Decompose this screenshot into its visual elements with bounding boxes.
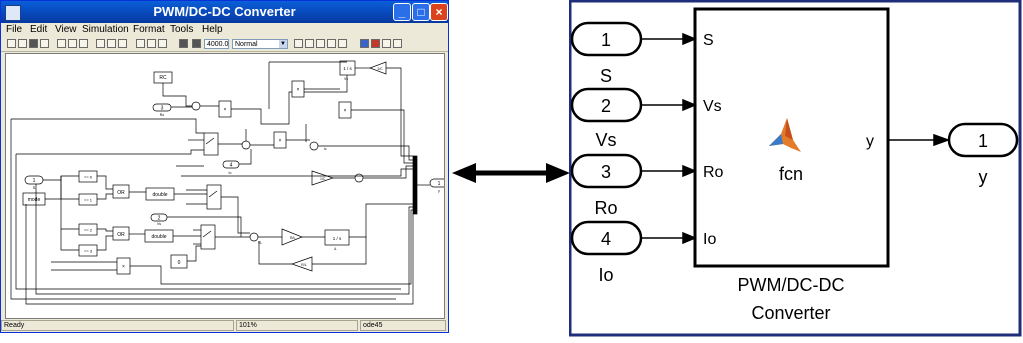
integrator-il[interactable] bbox=[325, 230, 349, 251]
svg-text:2: 2 bbox=[600, 96, 612, 116]
explore-icon[interactable] bbox=[382, 39, 391, 48]
svg-text:double: double bbox=[152, 192, 168, 198]
sum-top[interactable] bbox=[192, 102, 200, 110]
inport-4[interactable] bbox=[572, 222, 641, 285]
or-1[interactable] bbox=[113, 185, 129, 198]
cmp-2[interactable] bbox=[79, 224, 97, 235]
product-mid[interactable] bbox=[274, 132, 286, 148]
svg-text:VL: VL bbox=[258, 241, 263, 245]
svg-text:Io: Io bbox=[228, 171, 232, 175]
cmp-0[interactable] bbox=[79, 171, 97, 182]
mode-block[interactable] bbox=[23, 193, 45, 205]
outport-y[interactable] bbox=[430, 179, 444, 193]
profile-icon[interactable] bbox=[338, 39, 347, 48]
menu-format[interactable]: Format bbox=[133, 24, 165, 35]
play-icon[interactable] bbox=[179, 39, 188, 48]
inport-3-label: Ro bbox=[594, 198, 618, 218]
svg-text:== 1: == 1 bbox=[83, 197, 93, 203]
sum-mid[interactable] bbox=[242, 141, 250, 149]
svg-text:R/L: R/L bbox=[301, 263, 307, 267]
outport-1[interactable] bbox=[949, 124, 1017, 187]
debug-icon[interactable] bbox=[327, 39, 336, 48]
output-wire bbox=[888, 135, 948, 145]
input-wires bbox=[641, 34, 695, 243]
svg-text:1: 1 bbox=[437, 181, 441, 187]
svg-text:×: × bbox=[223, 107, 227, 113]
svg-text:ic: ic bbox=[324, 147, 327, 151]
svg-text:iL: iL bbox=[334, 247, 337, 251]
save-icon[interactable] bbox=[29, 39, 38, 48]
svg-text:1 / s: 1 / s bbox=[332, 236, 342, 241]
gain-rl-bottom[interactable] bbox=[292, 257, 312, 271]
port-label-s: S bbox=[703, 32, 714, 49]
switch-2[interactable] bbox=[207, 185, 221, 209]
zoom-icon[interactable] bbox=[393, 39, 402, 48]
svg-text:== 0: == 0 bbox=[83, 174, 93, 180]
solver-name: ode45 bbox=[360, 320, 446, 331]
build-icon[interactable] bbox=[294, 39, 303, 48]
table-icon[interactable] bbox=[305, 39, 314, 48]
port-label-y: y bbox=[866, 133, 874, 150]
outport-1-label: y bbox=[978, 167, 988, 187]
subsystem-panel bbox=[569, 0, 1023, 338]
svg-text:1: 1 bbox=[600, 30, 612, 50]
svg-text:×: × bbox=[343, 108, 347, 114]
paste-icon[interactable] bbox=[79, 39, 88, 48]
cut-icon[interactable] bbox=[57, 39, 66, 48]
product-bottom[interactable] bbox=[117, 258, 130, 274]
inport-3[interactable] bbox=[572, 155, 641, 218]
svg-text:×: × bbox=[122, 264, 125, 270]
port-label-io: Io bbox=[703, 231, 717, 248]
svg-text:S: S bbox=[32, 185, 36, 190]
svg-text:1/C: 1/C bbox=[377, 67, 383, 71]
undo-icon[interactable] bbox=[96, 39, 105, 48]
svg-text:y: y bbox=[438, 189, 440, 193]
menu-view[interactable]: View bbox=[55, 24, 77, 35]
toggle-icon[interactable] bbox=[158, 39, 167, 48]
up-icon[interactable] bbox=[118, 39, 127, 48]
inport-io[interactable] bbox=[223, 161, 239, 175]
status-bar bbox=[1, 320, 448, 332]
svg-text:== 2: == 2 bbox=[83, 227, 93, 233]
menu-bar bbox=[1, 23, 448, 37]
print-icon[interactable] bbox=[40, 39, 49, 48]
stop-icon[interactable] bbox=[192, 39, 201, 48]
simulation-mode-value: Normal bbox=[235, 41, 258, 48]
svg-text:1: 1 bbox=[32, 178, 36, 184]
copy-icon[interactable] bbox=[68, 39, 77, 48]
svg-text:mode: mode bbox=[27, 197, 41, 203]
svg-text:R/L: R/L bbox=[290, 236, 296, 240]
svg-text:×: × bbox=[278, 138, 282, 144]
zoom-level: 101% bbox=[236, 320, 358, 331]
inport-4-label: Io bbox=[598, 265, 614, 285]
wires bbox=[11, 62, 430, 304]
svg-text:double: double bbox=[151, 234, 167, 240]
mux-bar[interactable] bbox=[413, 156, 417, 214]
maximize-button[interactable]: □ bbox=[412, 3, 430, 21]
double-1[interactable] bbox=[146, 188, 174, 200]
subsystem-caption-line2: Converter bbox=[751, 303, 831, 323]
window-title: PWM/DC-DC Converter bbox=[153, 4, 296, 19]
cmp-1[interactable] bbox=[79, 194, 97, 205]
menu-file[interactable]: File bbox=[6, 24, 23, 35]
svg-text:OR: OR bbox=[117, 232, 125, 238]
sum-vl[interactable] bbox=[250, 233, 262, 245]
svg-text:3: 3 bbox=[600, 162, 612, 182]
svg-text:2: 2 bbox=[157, 215, 161, 222]
sum-vc[interactable] bbox=[355, 174, 363, 182]
browser-icon[interactable] bbox=[360, 39, 369, 48]
svg-text:1 / s: 1 / s bbox=[343, 66, 352, 71]
gain-1c-top[interactable] bbox=[370, 62, 386, 74]
product-mid-right[interactable] bbox=[339, 102, 351, 118]
port-label-ro: Ro bbox=[703, 164, 724, 181]
svg-text:OR: OR bbox=[117, 190, 125, 196]
new-icon[interactable] bbox=[7, 39, 16, 48]
switch-1[interactable] bbox=[204, 133, 218, 155]
close-button[interactable]: × bbox=[430, 3, 448, 21]
double-2[interactable] bbox=[145, 230, 173, 242]
sum-ic[interactable] bbox=[310, 142, 327, 151]
debugger-icon[interactable] bbox=[371, 39, 380, 48]
svg-text:Ro: Ro bbox=[159, 113, 165, 117]
integrator-vc[interactable] bbox=[340, 61, 355, 81]
simulation-mode-select[interactable] bbox=[232, 39, 288, 49]
open-icon[interactable] bbox=[18, 39, 27, 48]
port-label-vs: Vs bbox=[703, 98, 722, 115]
rc-block[interactable] bbox=[154, 72, 172, 83]
inport-1[interactable] bbox=[572, 23, 641, 86]
svg-text:== 3: == 3 bbox=[83, 248, 93, 254]
inport-ro[interactable] bbox=[153, 104, 171, 117]
bidirectional-arrow bbox=[450, 160, 572, 188]
product-top-right[interactable] bbox=[292, 81, 304, 97]
menu-edit[interactable]: Edit bbox=[30, 24, 48, 35]
svg-text:×: × bbox=[296, 87, 300, 93]
chevron-down-icon[interactable]: ▼ bbox=[280, 41, 286, 47]
gain-1c-mid[interactable] bbox=[312, 171, 333, 185]
svg-text:RC: RC bbox=[159, 75, 167, 81]
gain-rl[interactable] bbox=[282, 229, 302, 245]
library-icon[interactable] bbox=[136, 39, 145, 48]
svg-text:3: 3 bbox=[160, 105, 164, 112]
explorer-icon[interactable] bbox=[147, 39, 156, 48]
menu-tools[interactable]: Tools bbox=[170, 24, 194, 35]
subsystem-caption-line1: PWM/DC-DC bbox=[737, 275, 845, 295]
title-bar[interactable] bbox=[1, 1, 448, 23]
model-canvas[interactable] bbox=[5, 53, 445, 319]
svg-text:Vc: Vc bbox=[344, 77, 349, 81]
svg-text:4: 4 bbox=[600, 229, 612, 249]
fcn-label: fcn bbox=[778, 164, 804, 184]
inport-s[interactable] bbox=[25, 176, 43, 190]
const-zero[interactable] bbox=[171, 255, 187, 268]
menu-help[interactable]: Help bbox=[202, 24, 223, 35]
inport-vs[interactable] bbox=[151, 214, 167, 226]
simulink-window bbox=[0, 0, 449, 333]
inport-2[interactable] bbox=[572, 89, 641, 150]
or-2[interactable] bbox=[113, 227, 129, 240]
redo-icon[interactable] bbox=[107, 39, 116, 48]
update-icon[interactable] bbox=[316, 39, 325, 48]
stop-time-input[interactable]: 4000.0 bbox=[204, 39, 229, 49]
inport-2-label: Vs bbox=[595, 130, 617, 150]
switch-3[interactable] bbox=[201, 225, 215, 249]
product-top[interactable] bbox=[219, 101, 231, 117]
svg-text:4: 4 bbox=[229, 162, 233, 169]
menu-simulation[interactable]: Simulation bbox=[82, 24, 129, 35]
minimize-button[interactable]: _ bbox=[393, 3, 411, 21]
svg-text:1: 1 bbox=[977, 131, 989, 151]
svg-text:Vs: Vs bbox=[156, 222, 162, 226]
svg-text:0: 0 bbox=[177, 260, 181, 266]
inport-1-label: S bbox=[599, 66, 613, 86]
svg-text:1/C: 1/C bbox=[320, 177, 326, 181]
status-text: Ready bbox=[1, 320, 234, 331]
cmp-3[interactable] bbox=[79, 245, 97, 256]
